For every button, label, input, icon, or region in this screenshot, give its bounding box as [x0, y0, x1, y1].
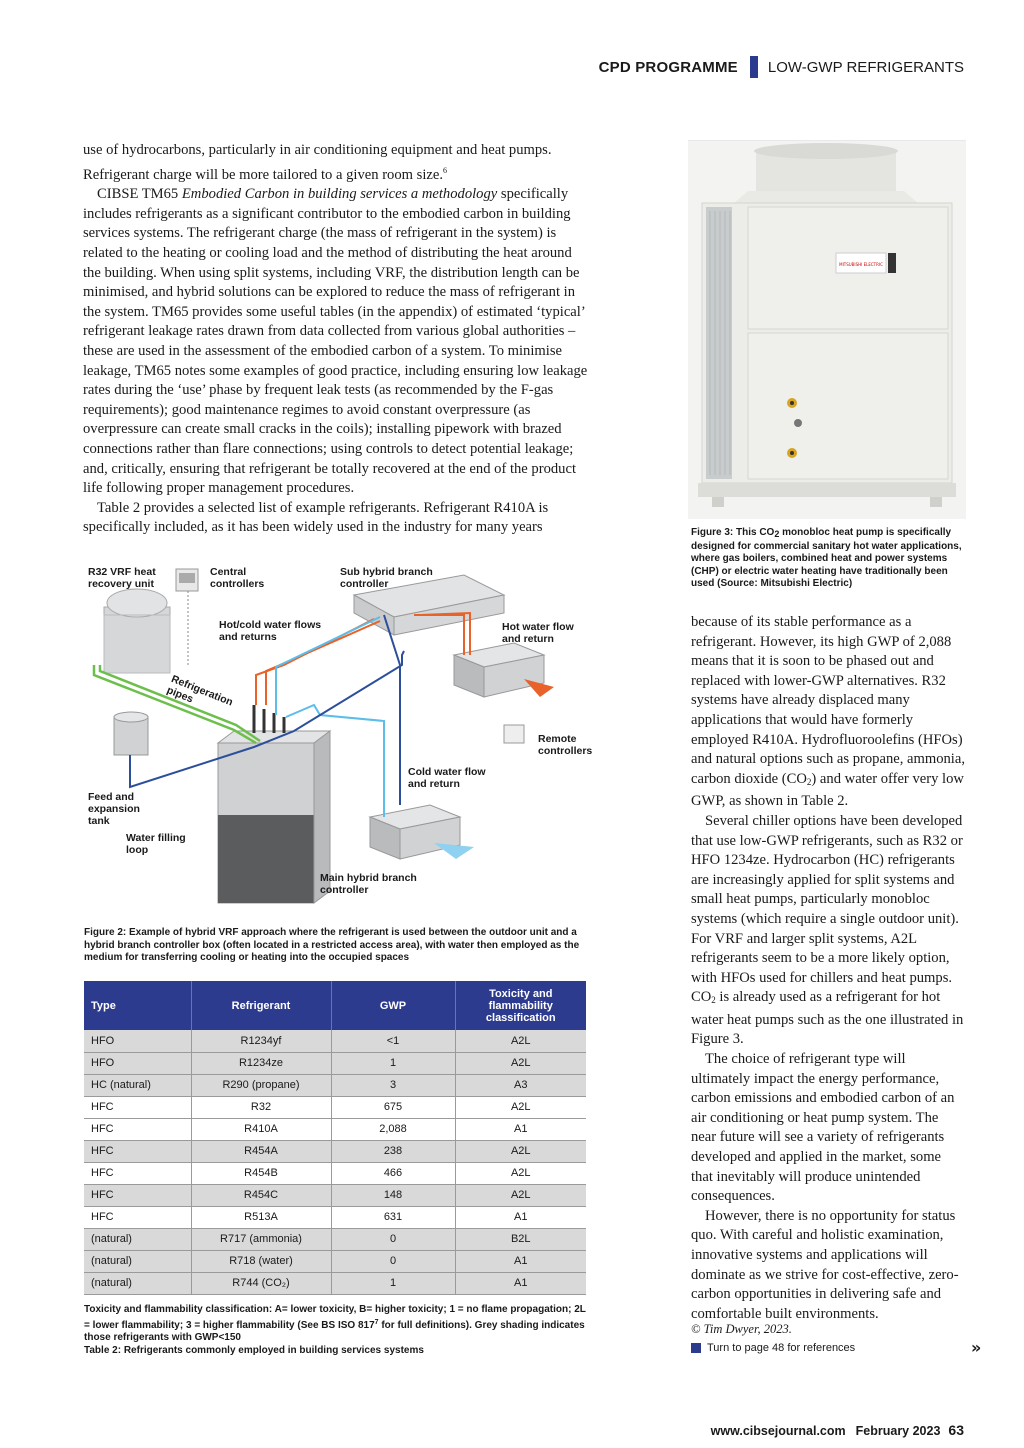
label-sub-hybrid: Sub hybrid branch controller [340, 566, 433, 590]
table-cell: A2L [455, 1030, 586, 1052]
label-feed-tank: Feed and expansion tank [88, 791, 140, 827]
header-type: Type [84, 981, 191, 1030]
figure3-caption: Figure 3: This CO2 monobloc heat pump is specifically designed for commercial sanitary hot water applications, where gas boilers, combined heat and power systems (CHP) or electric water heating have traditionally been used (Source: Mitsubishi Electric) [691, 527, 962, 589]
paragraph: Several chiller options have been developed that use low-GWP refrigerants, such as R32 or HFO 1234ze. Hydrocarbon (HC) refrigerants are increasingly applied for split systems and small heat pumps, particularly monobloc systems (which require a single outdoor unit). For VRF and larger split systems, A2L refrigerants seem to be a more likely option, with HFOs used for chillers and heat pumps. $CO_2$ is already used as a refrigerant for hot water heat pumps such as the one illustrated in Figure 3. [691, 812, 964, 1048]
table-row [84, 1140, 586, 1162]
table-cell: 1 [331, 1272, 455, 1294]
table-cell: R454A [191, 1140, 331, 1162]
table-cell: HC (natural) [84, 1074, 191, 1096]
table-cell: HFC [84, 1140, 191, 1162]
table-cell: 1 [331, 1052, 455, 1074]
heat-pump-photo [688, 140, 966, 518]
table-row [84, 1228, 586, 1250]
header-gwp: GWP [331, 981, 455, 1030]
label-main-hybrid: Main hybrid branch controller [320, 872, 417, 896]
label-r32-unit: R32 VRF heat recovery unit [88, 566, 156, 590]
table-cell: R290 (propane) [191, 1074, 331, 1096]
page-header [599, 56, 964, 78]
table-cell: R454C [191, 1184, 331, 1206]
table-cell: HFC [84, 1096, 191, 1118]
label-cold-water: Cold water flow and return [408, 766, 486, 790]
table-cell: 238 [331, 1140, 455, 1162]
table-cell: HFC [84, 1162, 191, 1184]
label-remote-controllers: Remote controllers [538, 733, 593, 757]
paragraph: However, there is no opportunity for status quo. With careful and holistic examination, innovative systems and applications will dominate as we strive for cost-effective, zero-carbon opportunities in delivering safe and comfortable built environments. [691, 1207, 959, 1322]
table-cell: 148 [331, 1184, 455, 1206]
double-chevron-right-icon[interactable]: » [971, 1338, 982, 1357]
table-cell: R1234ze [191, 1052, 331, 1074]
table-row [84, 1206, 586, 1228]
label-central-controllers: Central controllers [210, 566, 265, 590]
table-cell: HFO [84, 1030, 191, 1052]
header-classification: Toxicity and flammability classification [455, 981, 586, 1030]
table-cell: (natural) [84, 1272, 191, 1294]
label-hot-water: Hot water flow and return [502, 621, 574, 645]
table-row [84, 1118, 586, 1140]
paragraph: Table 2 provides a selected list of example refrigerants. Refrigerant R410A is specifically included, as it has been widely used in the industry for many years [83, 499, 549, 536]
right-column-text [691, 613, 966, 1324]
table-cell: 0 [331, 1250, 455, 1272]
table-cell: A2L [455, 1052, 586, 1074]
table-cell: <1 [331, 1030, 455, 1052]
hybrid-vrf-diagram [84, 555, 594, 920]
left-column-text [83, 141, 589, 538]
table-cell: A3 [455, 1074, 586, 1096]
table-header-row [84, 981, 586, 1030]
issue-date: February 2023 [855, 1424, 941, 1438]
table-cell: A1 [455, 1250, 586, 1272]
table-cell: A2L [455, 1184, 586, 1206]
header-divider [750, 56, 758, 78]
table-cell: 631 [331, 1206, 455, 1228]
table-cell: HFC [84, 1184, 191, 1206]
table-classification-note: Toxicity and flammability classification: A= lower toxicity, B= higher toxicity; 1 = no flame propagation; 2L = lower flammability; 3 = higher flammability (See BS ISO $817^7$ for full definitions). Grey shading indicates those refrigerants with GWP<150 [84, 1304, 586, 1343]
paragraph: because of its stable performance as a refrigerant. However, its high GWP of 2,088 means that it is soon to be phased out and replaced with lower-GWP alternatives. R32 systems have already displaced many applications that would have formerly employed R410A. Hydrofluoroolefins (HFOs) and natural options such as propane, ammonia, carbon dioxide $(CO_2)$ and water offer very low GWP, as shown in Table 2. [691, 614, 965, 810]
table-cell: R32 [191, 1096, 331, 1118]
page-footer [711, 1422, 964, 1438]
label-hot-cold-water: Hot/cold water flows and returns [219, 619, 322, 643]
table-cell: 675 [331, 1096, 455, 1118]
table-cell: A2L [455, 1096, 586, 1118]
author-copyright: © Tim Dwyer, 2023. [691, 1322, 792, 1336]
table-cell: 0 [331, 1228, 455, 1250]
table-cell: A1 [455, 1272, 586, 1294]
table-cell: R513A [191, 1206, 331, 1228]
table-row [84, 1184, 586, 1206]
table-cell: 3 [331, 1074, 455, 1096]
journal-url[interactable]: www.cibsejournal.com [710, 1424, 846, 1438]
paragraph: use of hydrocarbons, particularly in air conditioning equipment and heat pumps. Refrigerant charge will be more tailored to a given room size.$^6$ [83, 142, 552, 183]
table2-caption: Table 2: Refrigerants commonly employed in building services systems [84, 1344, 424, 1356]
table-row [84, 1162, 586, 1184]
table-row [84, 1052, 586, 1074]
table-cell: HFC [84, 1118, 191, 1140]
table-row [84, 1030, 586, 1052]
page-number: 63 [948, 1422, 964, 1438]
paragraph: The choice of refrigerant type will ultimately impact the energy performance, carbon emissions and embodied carbon of an air conditioning or heat pump system. The near future will see a variety of refrigerants developed and applied in the market, some that inevitably will produce unintended consequences. [691, 1051, 955, 1205]
table-row [84, 1074, 586, 1096]
table-cell: HFC [84, 1206, 191, 1228]
label-water-filling: Water filling loop [126, 832, 186, 856]
square-bullet-icon [691, 1343, 701, 1353]
table-cell: (natural) [84, 1228, 191, 1250]
references-link[interactable] [691, 1342, 855, 1354]
header-refrigerant: Refrigerant [191, 981, 331, 1030]
table-row [84, 1250, 586, 1272]
table-row [84, 1096, 586, 1118]
references-label: Turn to page 48 for references [707, 1342, 856, 1354]
table-cell: R1234yf [191, 1030, 331, 1052]
table-cell: R410A [191, 1118, 331, 1140]
table-cell: R717 (ammonia) [191, 1228, 331, 1250]
table-cell: HFO [84, 1052, 191, 1074]
table-cell: (natural) [84, 1250, 191, 1272]
label-refrigeration-pipes: Refrigeration pipes [165, 673, 235, 709]
refrigerants-table [84, 981, 586, 1295]
table-cell: 2,088 [331, 1118, 455, 1140]
table-cell: A2L [455, 1162, 586, 1184]
table-notes [84, 1304, 594, 1357]
table-cell: R744 (CO₂) [191, 1272, 331, 1294]
table-cell: A1 [455, 1206, 586, 1228]
table-cell: 466 [331, 1162, 455, 1184]
table-cell: A2L [455, 1140, 586, 1162]
table-cell: B2L [455, 1228, 586, 1250]
table-cell: R454B [191, 1162, 331, 1184]
section-label: CPD PROGRAMME [598, 58, 738, 76]
table-cell: R718 (water) [191, 1250, 331, 1272]
paragraph: CIBSE TM65 Embodied Carbon in building services a methodology specifically includes refrigerants as a significant contributor to the embodied carbon in building services systems. The refrigerant charge (the mass of refrigerant in the system) is related to the heating or cooling load and the method of distributing the heat around the building. When using split systems, including VRF, the distribution length can be minimised, and hybrid solutions can be explored to reduce the mass of refrigerant in the system. TM65 provides some useful tables (in the appendix) of estimated ‘typical’ refrigerant leakage rates drawn from data collected from various global authorities – these are used in the assessment of the embodied carbon of a system. To minimise leakage, TM65 notes some examples of good practice, including ensuring low leakage rates during the ‘use’ phase by frequent leak tests (as recommended by the F-gas requirements); good maintenance regimes to avoid constant overpressure (as overpressure can create small cracks in the coils); installing pipework with brazed connections rather than flare connections; using controls to detect potential leakage; and, critically, ensuring that refrigerant be totally recovered at the end of the product life following proper management procedures. [83, 186, 588, 497]
table-row [84, 1272, 586, 1294]
table-cell: A1 [455, 1118, 586, 1140]
figure2-caption: Figure 2: Example of hybrid VRF approach where the refrigerant is used between the outdoor unit and a hybrid branch controller box (often located in a restricted access area), with water then employed as the medium for transferring cooling or heating into the occupied spaces [84, 927, 580, 963]
topic-label: LOW-GWP REFRIGERANTS [767, 58, 964, 76]
brand-badge: MITSUBISHI ELECTRIC [839, 262, 883, 267]
